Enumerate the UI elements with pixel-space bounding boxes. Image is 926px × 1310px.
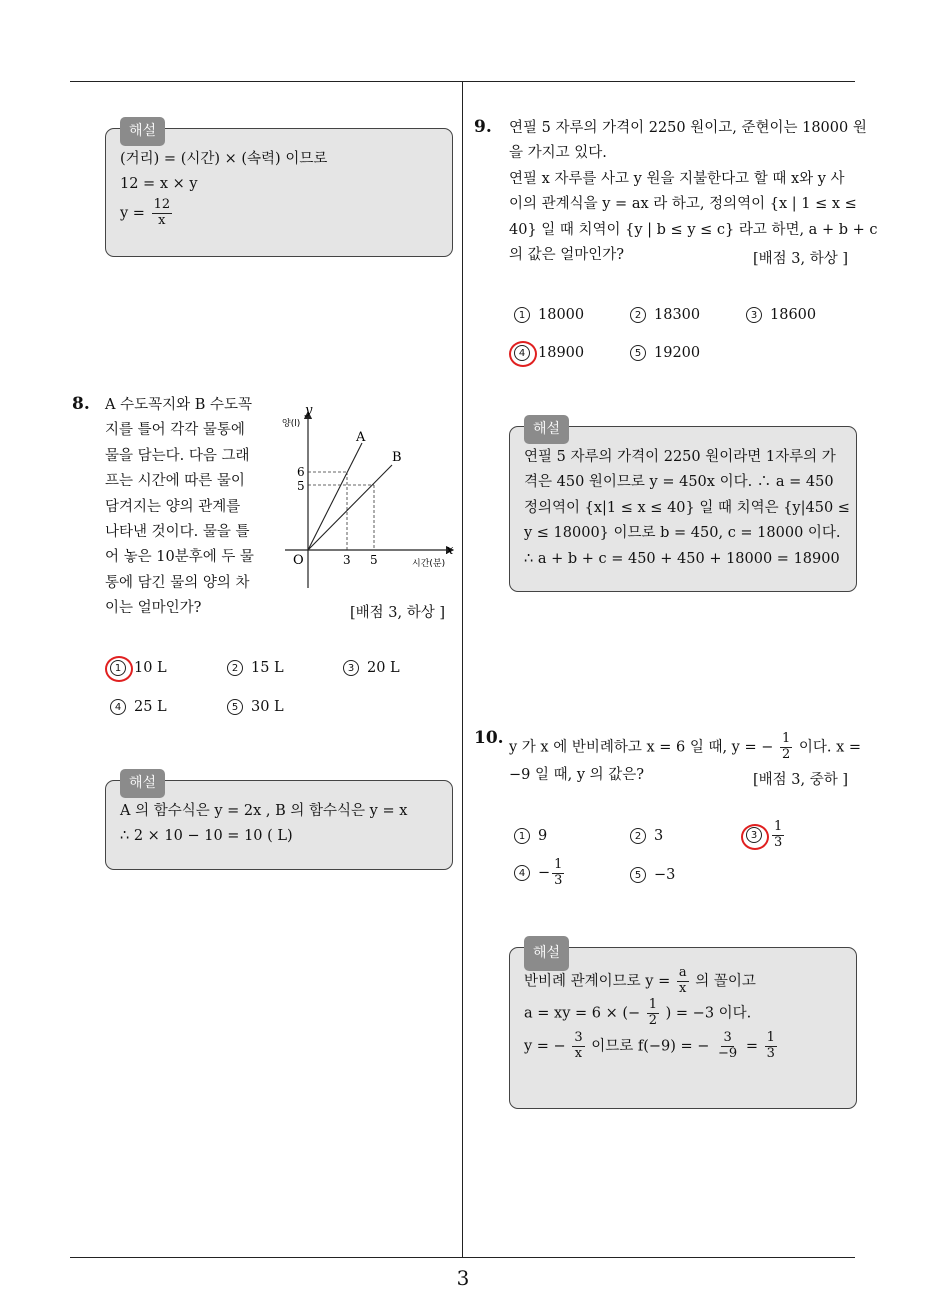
choice-number: 5 <box>227 699 243 715</box>
solution-line: y = $\frac{12}{x}$ <box>120 196 171 228</box>
q9-choice-1[interactable]: 1 18000 <box>514 307 584 323</box>
solution-tag: 해설 <box>524 936 569 971</box>
solution-tag: 해설 <box>120 769 165 798</box>
solution-line: 반비례 관계이므로 y = $\frac{a}{x}$ 의 꼴이고 <box>524 965 756 996</box>
fraction: $\frac{1}{3}$ <box>766 1029 775 1061</box>
y-unit-label: 양(l) <box>282 419 301 429</box>
origin-label: O <box>293 553 304 568</box>
solution-line: 정의역이 {x|1 ≤ x ≤ 40} 일 때 치역은 {y|450 ≤ <box>524 499 850 516</box>
choice-number: 4 <box>110 699 126 715</box>
q9-choice-4[interactable]: 4 18900 <box>514 345 584 361</box>
fraction: $\frac{1}{2}$ <box>648 997 658 1029</box>
y-axis-label: y <box>305 403 313 418</box>
fraction: $\frac{1}{3}$ <box>774 819 783 850</box>
question-9-text: 연필 5 자루의 가격이 2250 원이고, 준현이는 18000 원 을 가지고 있다. 연필 x 자루를 사고 y 원을 지불한다고 할 때 x와 y 사 이의 관계식을 y = ax 라 하고, 정의역이 {x | 1 ≤ x ≤ 40} 일 때 치역이 {y | b ≤ y ≤ c} 라고 하면, a + b + c 의 값은 얼마인가? <box>509 120 878 263</box>
bottom-rule <box>70 1257 855 1258</box>
solution-tag: 해설 <box>120 117 165 146</box>
fraction: $\frac{12}{x}$ <box>153 196 171 228</box>
solution-line: ∴ a + b + c = 450 + 450 + 18000 = 18900 <box>524 550 840 567</box>
choice-number: 5 <box>630 867 646 883</box>
solution-line: 연필 5 자루의 가격이 2250 원이라면 1자루의 가 <box>524 449 836 465</box>
line-a-label: A <box>356 430 366 445</box>
choice-number: 2 <box>630 307 646 323</box>
choice-number: 4 <box>514 345 530 361</box>
y-tick-label: 5 <box>297 479 305 493</box>
q8-choice-3[interactable]: 3 20 L <box>343 660 400 676</box>
solution-box-q10 <box>509 947 857 1109</box>
q10-choice-5[interactable]: 5 −3 <box>630 867 675 883</box>
answer-mark <box>741 824 769 850</box>
solution-line: 12 = x × y <box>120 176 198 193</box>
water-amount-graph <box>275 398 460 593</box>
fraction: $\frac{1}{2}$ <box>782 731 791 762</box>
x-tick-label: 3 <box>343 553 351 567</box>
choice-number: 1 <box>110 660 126 676</box>
q10-choice-1[interactable]: 1 9 <box>514 828 547 844</box>
x-unit-label: 시간(분) <box>412 559 446 569</box>
solution-line: y = − $\frac{3}{x}$ 이므로 f(−9) = − $\frac{3}{-9}$ = $\frac{1}{3}$ <box>524 1029 775 1061</box>
solution-line: ∴ 2 × 10 − 10 = 10 ( L) <box>120 828 293 845</box>
choice-number: 4 <box>514 865 530 881</box>
fraction: $\frac{a}{x}$ <box>678 965 687 996</box>
x-tick-label: 5 <box>370 553 378 567</box>
solution-line: 격은 450 원이므로 y = 450x 이다. ∴ a = 450 <box>524 474 834 491</box>
solution-line: A 의 함수식은 y = 2x , B 의 함수식은 y = x <box>120 803 408 819</box>
q9-choice-3[interactable]: 3 18600 <box>746 307 816 323</box>
solution-box-q9 <box>509 421 857 592</box>
choice-number: 3 <box>343 660 359 676</box>
question-number-8: 8. <box>72 394 90 414</box>
q8-choice-5[interactable]: 5 30 L <box>227 699 284 715</box>
solution-box-q8 <box>105 775 453 870</box>
solution-line: a = xy = 6 × (− $\frac{1}{2}$ ) = −3 이다. <box>524 997 752 1029</box>
q10-choice-4[interactable]: 4 − $\frac{1}{3}$ <box>514 858 566 889</box>
solution-box-q7 <box>105 123 453 257</box>
fraction: $\frac{1}{3}$ <box>554 857 563 888</box>
answer-mark <box>509 341 537 367</box>
choice-number: 2 <box>227 660 243 676</box>
column-divider <box>462 82 463 1257</box>
solution-tag: 해설 <box>524 415 569 444</box>
question-number-10: 10. <box>474 728 504 748</box>
question-8-text: A 수도꼭지와 B 수도꼭 지를 틀어 각각 물통에 물을 담는다. 다음 그래 프는 시간에 따른 물이 담겨지는 양의 관계를 나타낸 것이다. 물을 틀 어 놓은 10분후에 두 물 통에 담긴 물의 양의 차 이는 얼마인가? <box>105 397 254 616</box>
q8-choice-1[interactable]: 1 10 L <box>110 660 167 676</box>
solution-line: y ≤ 18000} 이므로 b = 450, c = 18000 이다. <box>524 525 841 542</box>
line-a <box>308 443 362 550</box>
q8-choice-4[interactable]: 4 25 L <box>110 699 167 715</box>
page-number: 3 <box>456 1266 470 1290</box>
y-tick-label: 6 <box>297 465 305 479</box>
question-8-points: [배점 3, 하상 ] <box>350 605 446 621</box>
fraction: $\frac{3}{x}$ <box>574 1029 583 1061</box>
q9-choice-2[interactable]: 2 18300 <box>630 307 700 323</box>
question-10-points: [배점 3, 중하 ] <box>753 772 849 788</box>
line-b-label: B <box>392 450 402 465</box>
choice-number: 1 <box>514 307 530 323</box>
x-axis-label: x <box>446 543 454 558</box>
choice-number: 2 <box>630 828 646 844</box>
choice-number: 5 <box>630 345 646 361</box>
q9-choice-5[interactable]: 5 19200 <box>630 345 700 361</box>
fraction: $\frac{3}{-9}$ <box>718 1029 738 1061</box>
q10-choice-2[interactable]: 2 3 <box>630 828 663 844</box>
question-10-text: y 가 x 에 반비례하고 x = 6 일 때, y = − $\frac{1}{2}$ 이다. x = −9 일 때, y 의 값은? <box>509 731 862 783</box>
question-9-points: [배점 3, 하상 ] <box>753 251 849 267</box>
line-b <box>308 465 392 550</box>
question-number-9: 9. <box>474 117 492 137</box>
answer-mark <box>105 656 133 682</box>
choice-number: 3 <box>746 827 762 843</box>
choice-number: 1 <box>514 828 530 844</box>
q8-choice-2[interactable]: 2 15 L <box>227 660 284 676</box>
choice-number: 3 <box>746 307 762 323</box>
solution-line: (거리) = (시간) × (속력) 이므로 <box>120 151 328 167</box>
